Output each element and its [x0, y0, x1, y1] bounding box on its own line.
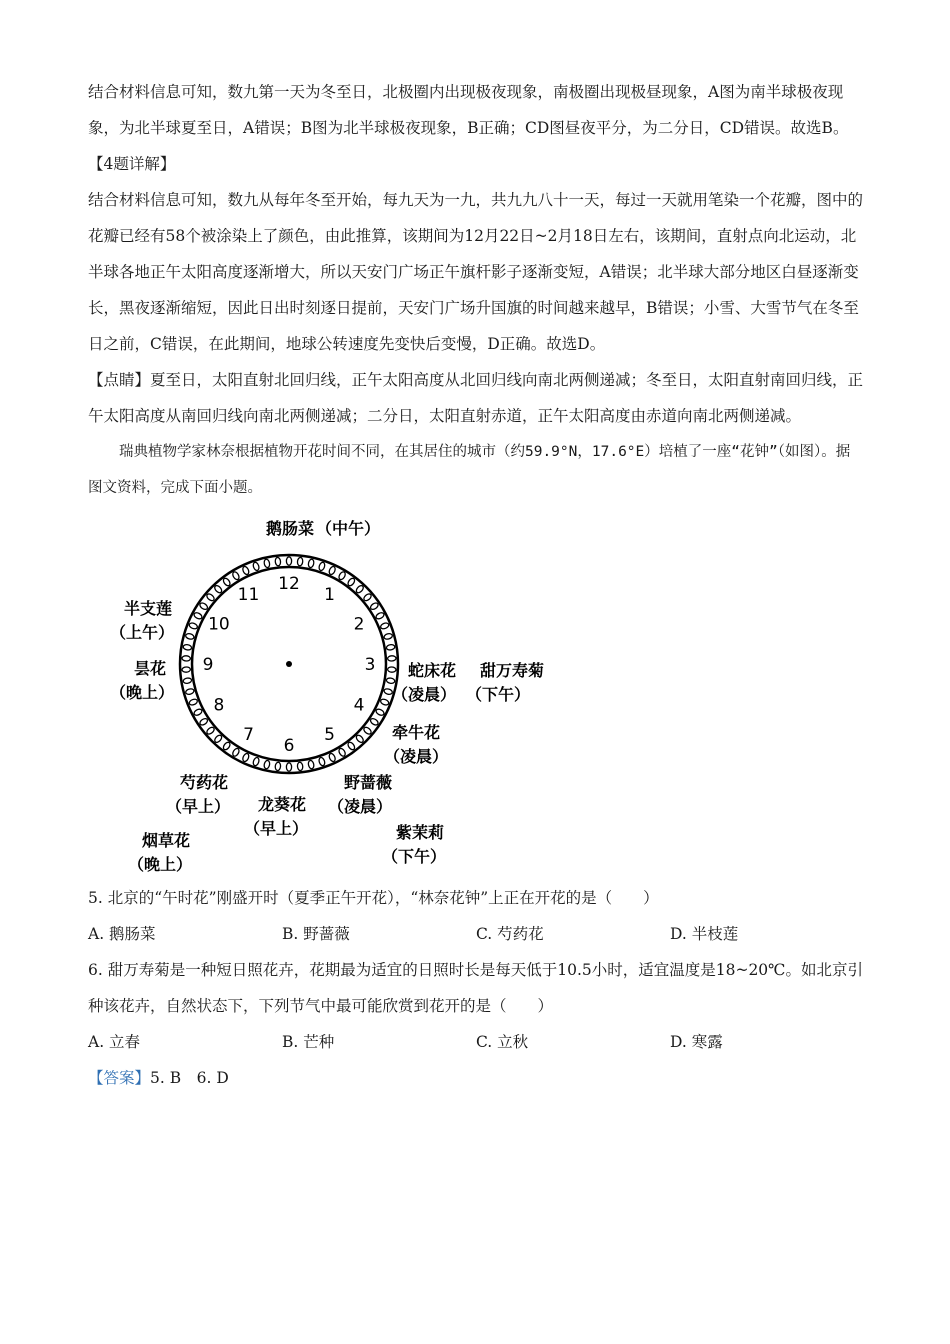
clock-number: 7 — [243, 725, 254, 746]
clock-petal — [355, 584, 365, 594]
q6-stem: 6. 甜万寿菊是一种短日照花卉，花期最为适宜的日照时长是每天低于10.5小时，适宜温度是18~20℃。如北京引种该花卉，自然状态下，下列节气中最可能欣赏到花开的是（ ） — [88, 961, 864, 1015]
clock-petal — [383, 633, 392, 640]
clock-petal — [369, 717, 379, 726]
clock-petal — [263, 559, 270, 568]
clock-petal — [355, 734, 365, 744]
clock-petal — [188, 698, 198, 706]
clock-petal — [252, 757, 260, 767]
clock-petal — [308, 559, 315, 568]
flower-clock-svg — [88, 514, 863, 874]
svg-text:牵牛花: 牵牛花 — [392, 723, 441, 742]
clock-petal — [363, 593, 373, 602]
clock-number: 4 — [353, 695, 365, 716]
svg-text:紫茉莉: 紫茉莉 — [396, 823, 445, 842]
svg-text:（早上）: （早上） — [244, 819, 309, 838]
clock-petal — [222, 741, 231, 751]
q3-analysis: 结合材料信息可知，数九第一天为冬至日，北极圈内出现极夜现象，南极圈出现极昼现象，A图为南半球极夜现象，为北半球夏至日，A错误；B图为北半球极夜现象，B正确；CD图昼夜平分，为二分日，CD错误。故选B。 — [88, 83, 849, 137]
clock-petal — [308, 760, 315, 769]
clock-petal — [232, 571, 241, 581]
clock-number: 2 — [353, 614, 365, 635]
clock-petal — [380, 698, 390, 706]
flower-label-zimoli — [382, 823, 446, 866]
svg-text:（晚上）: （晚上） — [128, 855, 193, 874]
q4-analysis: 结合材料信息可知，数九从每年冬至开始，每九天为一九，共九九八十一天，每过一天就用笔染一个花瓣，图中的花瓣已经有58个被涂染上了颜色，由此推算，该期间为12月22日~2月18日左右，该期间，直射点向北运动，北半球各地正午太阳高度逐渐增大，所以天安门广场正午旗杆影子逐渐变短，A错误；北半球大部分地区白昼逐渐变长，黑夜逐渐缩短，因此日出时刻逐日提前，天安门广场升国旗的时间越来越早，B错误；小雪、大雪节气在冬至日之前，C错误，在此期间，地球公转速度先变快后变慢，D正确。故选D。 — [88, 191, 864, 353]
answer-text: 5. B 6. D — [150, 1069, 229, 1087]
clock-petal — [185, 633, 194, 640]
clock-petal — [338, 571, 347, 581]
svg-text:（早上）: （早上） — [166, 797, 231, 816]
q5-option-d[interactable]: D. 半枝莲 — [670, 925, 739, 943]
material-paragraph: 瑞典植物学家林奈根据植物开花时间不同，在其居住的城市（约59.9°N，17.6°E）培植了一座“花钟”（如图）。据图文资料，完成下面小题。 — [88, 444, 851, 496]
clock-petal — [328, 566, 336, 576]
clock-petal — [318, 562, 326, 572]
flower-label-longkuihua — [244, 795, 308, 838]
answer-tag: 【答案】 — [88, 1069, 151, 1087]
flower-label-shaoyaohua — [166, 773, 230, 816]
clock-petal — [182, 667, 191, 673]
clock-petal — [213, 584, 223, 594]
clock-petal — [206, 726, 216, 735]
q5-stem: 5. 北京的“午时花”刚盛开时（夏季正午开花），“林奈花钟”上正在开花的是（ ） — [88, 889, 659, 907]
q5-option-a[interactable]: A. 鹅肠菜 — [88, 925, 156, 943]
clock-petal — [182, 656, 191, 662]
clock-petal — [199, 717, 209, 726]
flower-label-ehchangcai — [266, 519, 380, 538]
clock-petal — [252, 562, 260, 572]
tip-paragraph: 【点睛】夏至日，太阳直射北回归线，正午太阳高度从北回归线向南北两侧递减；冬至日，太阳直射南回归线，正午太阳高度从南回归线向南北两侧递减；二分日，太阳直射赤道，正午太阳高度由赤道向南北两侧递减。 — [88, 371, 864, 425]
clock-petal — [242, 566, 250, 576]
clock-petal — [188, 622, 198, 630]
clock-petal — [275, 762, 281, 771]
clock-petal — [347, 741, 356, 751]
flower-label-shechuanghua — [392, 661, 456, 704]
clock-petal — [380, 622, 390, 630]
clock-petal — [375, 708, 385, 717]
svg-text:烟草花: 烟草花 — [142, 831, 191, 850]
clock-petal — [386, 644, 395, 650]
svg-text:（上午）: （上午） — [110, 623, 175, 642]
clock-petal — [286, 557, 291, 565]
q5-options — [88, 916, 863, 952]
svg-text:（下午）: （下午） — [382, 847, 447, 866]
clock-petal — [263, 760, 270, 769]
svg-text:（凌晨）: （凌晨） — [392, 685, 457, 704]
flower-label-qianniuhua — [384, 723, 448, 766]
q6-option-b[interactable]: B. 芒种 — [282, 1033, 335, 1051]
clock-petal — [387, 656, 396, 662]
clock-petal — [183, 644, 192, 650]
clock-number: 9 — [202, 655, 214, 675]
svg-text:（下午）: （下午） — [466, 685, 531, 704]
clock-petal — [222, 577, 231, 587]
clock-petal — [318, 757, 326, 767]
clock-petal — [193, 612, 203, 621]
clock-petal — [199, 602, 209, 611]
q6-option-d[interactable]: D. 寒露 — [670, 1033, 723, 1051]
clock-petal — [297, 762, 303, 771]
clock-petal — [275, 557, 281, 566]
svg-text:甜万寿菊: 甜万寿菊 — [480, 661, 545, 680]
clock-petal — [232, 747, 241, 757]
clock-petal — [347, 577, 356, 587]
flower-label-yeqiangwei — [328, 773, 392, 816]
q6-option-c[interactable]: C. 立秋 — [476, 1033, 529, 1051]
svg-text:芍药花: 芍药花 — [180, 773, 229, 792]
clock-petal — [375, 612, 385, 621]
clock-number: 3 — [364, 655, 376, 675]
clock-number: 10 — [208, 614, 230, 635]
clock-petal — [242, 753, 250, 763]
clock-number: 8 — [213, 695, 225, 716]
clock-face — [180, 555, 398, 773]
clock-petal — [386, 677, 395, 683]
document-page — [88, 74, 863, 1096]
clock-petal — [297, 557, 303, 566]
clock-petal — [206, 593, 216, 602]
clock-number: 5 — [324, 725, 335, 746]
clock-petal — [185, 688, 194, 695]
clock-petal — [286, 763, 291, 771]
q6-options — [88, 1024, 863, 1060]
clock-petal — [183, 677, 192, 683]
clock-number: 6 — [283, 736, 295, 756]
clock-number: 12 — [278, 574, 300, 594]
clock-petal — [387, 667, 396, 673]
clock-number: 11 — [237, 584, 260, 605]
flower-label-yancaohua — [128, 831, 192, 874]
flower-label-tanhua — [110, 659, 174, 702]
svg-text:（凌晨）: （凌晨） — [384, 747, 449, 766]
q6-option-a[interactable]: A. 立春 — [88, 1033, 141, 1051]
flower-name: 鹅肠菜 — [266, 519, 315, 538]
q5-option-c[interactable]: C. 芍药花 — [476, 925, 544, 943]
clock-number: 1 — [324, 584, 335, 605]
q4-header: 【4题详解】 — [88, 155, 176, 173]
clock-petal — [213, 734, 223, 744]
flower-label-tianwanshouju — [466, 661, 544, 704]
svg-text:（晚上）: （晚上） — [110, 683, 175, 702]
clock-petal — [369, 602, 379, 611]
flower-clock-figure — [88, 514, 863, 874]
svg-text:昙花: 昙花 — [134, 659, 167, 678]
svg-text:龙葵花: 龙葵花 — [258, 795, 307, 814]
flower-time: （中午） — [316, 519, 381, 538]
svg-text:蛇床花: 蛇床花 — [408, 661, 457, 680]
flower-label-banzhilian — [110, 599, 174, 642]
clock-petal — [338, 747, 347, 757]
answer-line — [88, 1060, 863, 1096]
clock-petal — [328, 753, 336, 763]
clock-petal — [193, 708, 203, 717]
svg-text:半支莲: 半支莲 — [124, 599, 173, 618]
q5-option-b[interactable]: B. 野蔷薇 — [282, 925, 350, 943]
svg-text:野蔷薇: 野蔷薇 — [344, 773, 393, 792]
clock-center-dot — [286, 661, 292, 667]
clock-petal — [363, 726, 373, 735]
svg-text:（凌晨）: （凌晨） — [328, 797, 393, 816]
